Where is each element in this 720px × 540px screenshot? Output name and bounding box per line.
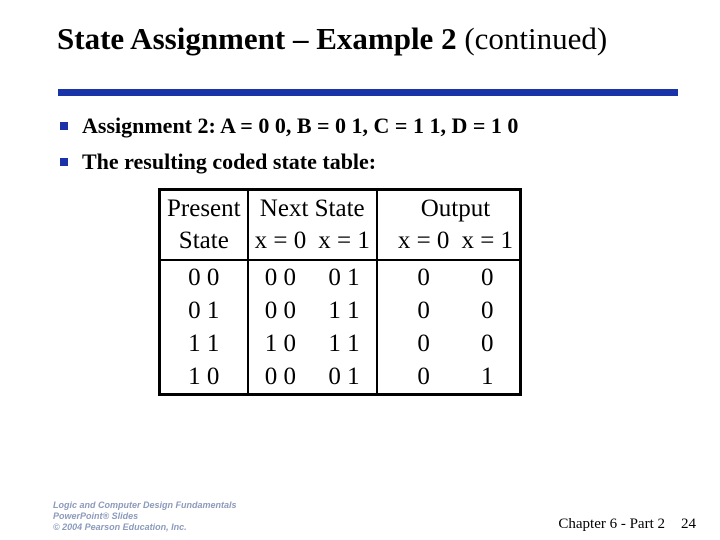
square-bullet-icon (60, 122, 68, 130)
table-row (160, 360, 521, 395)
logo-line: Logic and Computer Design Fundamentals (53, 500, 237, 510)
cell-out-x1: 1 (480, 363, 494, 390)
cell-spacer (377, 360, 392, 395)
cell-next-x0: 0 0 (264, 363, 297, 390)
cell-spacer (377, 327, 392, 360)
cell-next-x1: 1 1 (312, 294, 377, 327)
cell-next-x1: 1 1 (312, 327, 377, 360)
cell-next-x0: 1 0 (264, 330, 297, 357)
slide-title-main: State Assignment – Example 2 (57, 21, 457, 56)
cell-present-state: 1 0 (160, 360, 248, 395)
bullet-text: Assignment 2: A = 0 0, B = 0 1, C = 1 1, D = 1 0 (82, 113, 519, 138)
slide-footer (558, 516, 696, 533)
cell-next-x0: 0 0 (264, 264, 297, 291)
page-number: 24 (681, 516, 696, 532)
cell-present-state: 1 1 (160, 327, 248, 360)
table-subheader-row (160, 225, 521, 260)
table-header-row (160, 190, 521, 226)
cell-out-x1: 0 (480, 264, 494, 291)
cell-out-x1: 0 (480, 297, 494, 324)
header-state: State (160, 225, 248, 260)
coded-state-table (158, 188, 522, 396)
cell-out-x0: 0 (417, 297, 430, 324)
cell-present-state: 0 1 (160, 294, 248, 327)
bullet-item (58, 144, 518, 180)
bullet-item (58, 108, 518, 144)
bullet-list (58, 108, 518, 180)
title-divider (58, 89, 678, 96)
header-spacer (377, 225, 392, 260)
cell-out-x1: 0 (480, 330, 494, 357)
table-row (160, 327, 521, 360)
cell-next-x1: 0 1 (312, 260, 377, 294)
logo-line: PowerPoint® Slides (53, 511, 139, 521)
cell-next-x0: 0 0 (264, 297, 297, 324)
bullet-text: The resulting coded state table: (82, 149, 377, 174)
header-next-state: Next State (248, 190, 377, 226)
cell-out-x0: 0 (417, 330, 430, 357)
header-spacer (377, 190, 392, 226)
table-row (160, 260, 521, 294)
cell-present-state: 0 0 (160, 260, 248, 294)
cell-out-x0: 0 (417, 363, 430, 390)
header-output: Output (420, 195, 491, 222)
publisher-logo (53, 500, 237, 533)
cell-out-x0: 0 (417, 264, 430, 291)
table-row (160, 294, 521, 327)
cell-spacer (377, 294, 392, 327)
header-out-x0: x = 0 (392, 225, 456, 260)
header-next-x0: x = 0 (248, 225, 313, 260)
header-present: Present (160, 190, 248, 226)
square-bullet-icon (60, 158, 68, 166)
slide-title (57, 20, 607, 57)
chapter-label: Chapter 6 - Part 2 (558, 516, 665, 532)
header-next-x1: x = 1 (312, 225, 377, 260)
logo-line: © 2004 Pearson Education, Inc. (53, 522, 187, 532)
slide-title-suffix: (continued) (456, 21, 608, 56)
cell-spacer (377, 260, 392, 294)
cell-next-x1: 0 1 (312, 360, 377, 395)
header-out-x1: x = 1 (455, 225, 520, 260)
